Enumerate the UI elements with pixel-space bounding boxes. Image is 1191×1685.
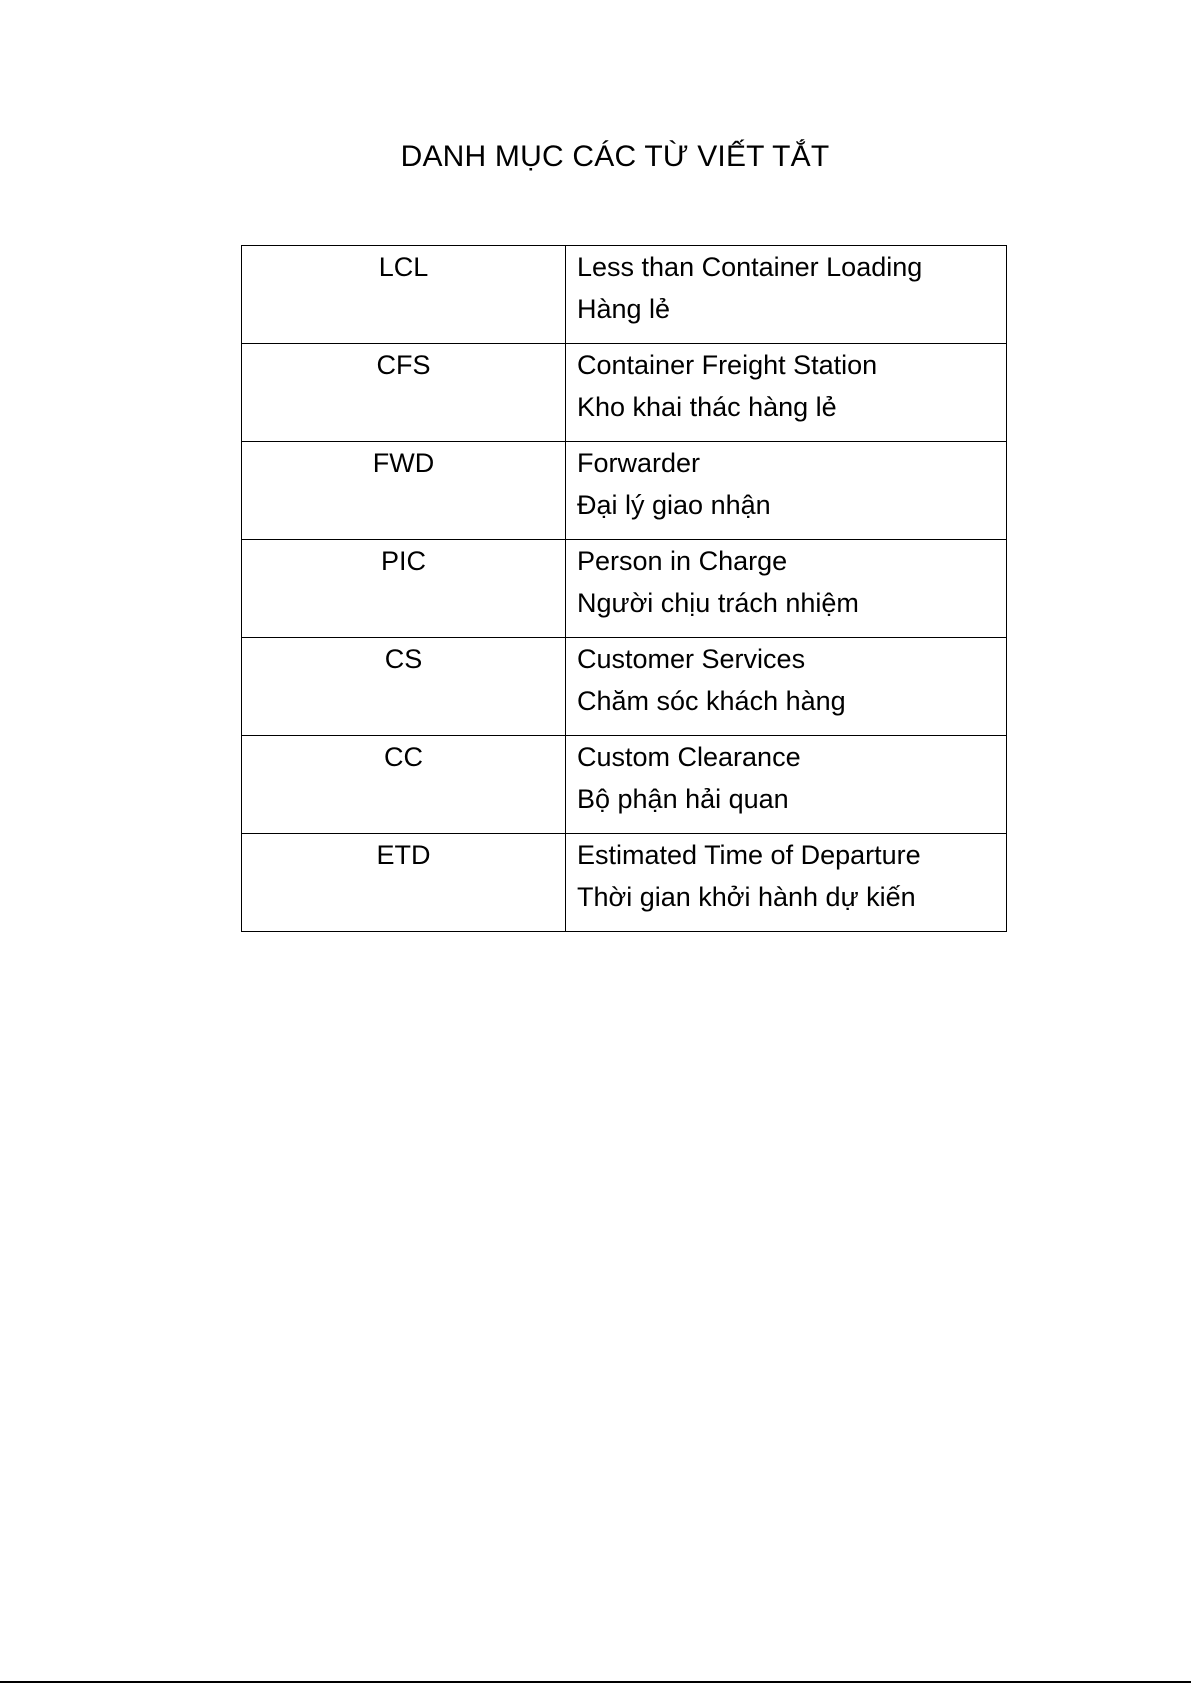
page-title: DANH MỤC CÁC TỪ VIẾT TẮT — [400, 140, 830, 173]
vietnamese-meaning: Đại lý giao nhận — [577, 490, 771, 520]
table-row — [242, 540, 1007, 638]
english-meaning: Less than Container Loading — [577, 252, 923, 282]
abbreviation: CC — [384, 742, 423, 772]
abbreviation: LCL — [378, 252, 429, 282]
vietnamese-meaning: Người chịu trách nhiệm — [577, 588, 859, 618]
vietnamese-meaning: Hàng lẻ — [577, 294, 671, 324]
english-meaning: Container Freight Station — [577, 350, 878, 380]
abbreviation-cell — [242, 344, 566, 442]
vietnamese-meaning: Bộ phận hải quan — [577, 784, 789, 814]
vietnamese-meaning: Thời gian khởi hành dự kiến — [577, 882, 916, 912]
abbreviation: CFS — [376, 350, 431, 380]
meaning-cell — [566, 736, 1007, 834]
meaning-cell — [566, 344, 1007, 442]
vietnamese-meaning: Kho khai thác hàng lẻ — [577, 392, 837, 422]
vietnamese-meaning: Chăm sóc khách hàng — [577, 686, 846, 716]
abbreviation: CS — [384, 644, 423, 674]
english-meaning: Estimated Time of Departure — [577, 840, 921, 870]
english-meaning: Customer Services — [577, 644, 806, 674]
table-row — [242, 834, 1007, 932]
abbreviation-cell — [242, 736, 566, 834]
table-row — [242, 442, 1007, 540]
english-meaning: Custom Clearance — [577, 742, 801, 772]
table-row — [242, 736, 1007, 834]
abbreviation-cell — [242, 638, 566, 736]
abbreviation: ETD — [376, 840, 431, 870]
meaning-cell — [566, 442, 1007, 540]
abbreviation: FWD — [372, 448, 435, 478]
meaning-cell — [566, 246, 1007, 344]
table-row — [242, 638, 1007, 736]
abbreviation-cell — [242, 540, 566, 638]
meaning-cell — [566, 834, 1007, 932]
table-row — [242, 246, 1007, 344]
table-row — [242, 344, 1007, 442]
abbreviation-cell — [242, 834, 566, 932]
page-bottom-rule — [0, 1681, 1191, 1683]
abbreviation-cell — [242, 246, 566, 344]
abbreviation-cell — [242, 442, 566, 540]
abbreviation-table — [241, 245, 1007, 932]
meaning-cell — [566, 638, 1007, 736]
abbreviation: PIC — [380, 546, 426, 576]
english-meaning: Forwarder — [577, 448, 701, 478]
english-meaning: Person in Charge — [577, 546, 788, 576]
meaning-cell — [566, 540, 1007, 638]
